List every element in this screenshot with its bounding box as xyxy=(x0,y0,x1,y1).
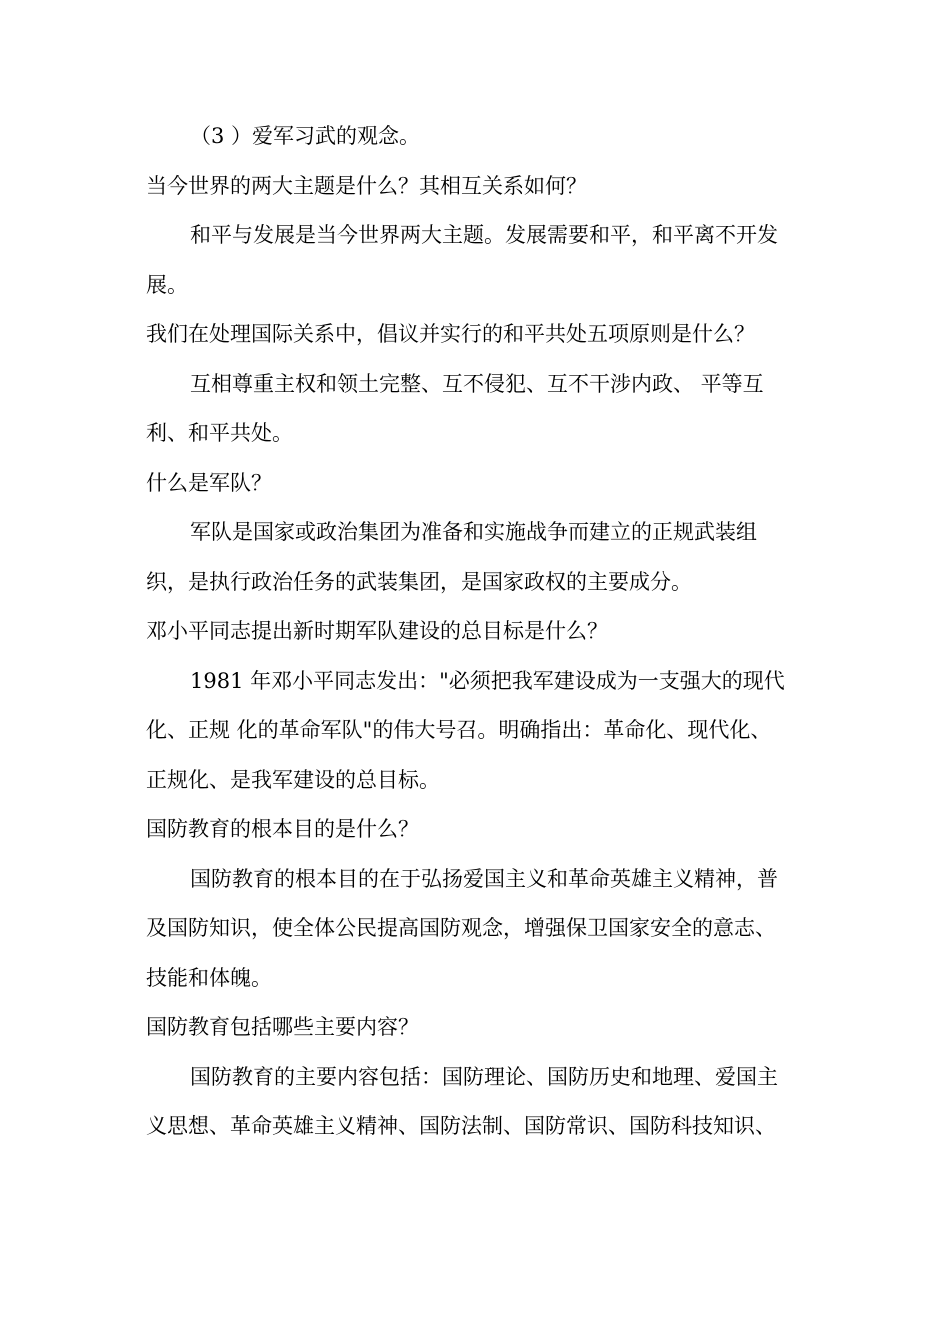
question-heading: 我们在处理国际关系中，倡议并实行的和平共处五项原则是什么？ xyxy=(146,322,755,346)
answer-paragraph-line: 利、和平共处。 xyxy=(146,421,293,445)
answer-paragraph-line: 织，是执行政治任务的武装集团，是国家政权的主要成分。 xyxy=(146,569,692,594)
question-heading: 国防教育的根本目的是什么？ xyxy=(146,817,419,841)
answer-paragraph-line: 互相尊重主权和领土完整、互不侵犯、互不干涉内政、 平等互 xyxy=(190,371,764,396)
answer-paragraph-line: 国防教育的主要内容包括：国防理论、国防历史和地理、爱国主 xyxy=(190,1064,778,1089)
list-item: （3 ）爱军习武的观念。 xyxy=(190,124,421,148)
question-heading: 国防教育包括哪些主要内容？ xyxy=(146,1015,419,1039)
answer-paragraph-line: 和平与发展是当今世界两大主题。发展需要和平，和平离不开发 xyxy=(190,223,778,247)
question-heading: 什么是军队？ xyxy=(146,470,272,495)
answer-paragraph-line: 及国防知识，使全体公民提高国防观念，增强保卫国家安全的意志、 xyxy=(146,916,776,940)
answer-paragraph-line: 正规化、是我军建设的总目标。 xyxy=(146,767,440,792)
question-heading: 邓小平同志提出新时期军队建设的总目标是什么？ xyxy=(146,619,608,643)
question-heading: 当今世界的两大主题是什么？其相互关系如何？ xyxy=(146,173,587,198)
document-body xyxy=(146,112,812,1152)
answer-paragraph-line: 军队是国家或政治集团为准备和实施战争而建立的正规武装组 xyxy=(190,520,757,544)
answer-paragraph-line: 技能和体魄。 xyxy=(146,965,272,990)
answer-paragraph-line: 义思想、革命英雄主义精神、国防法制、国防常识、国防科技知识、 xyxy=(146,1114,776,1138)
answer-paragraph-line: 1981 年邓小平同志发出："必须把我军建设成为一支强大的现代 xyxy=(190,668,785,693)
answer-paragraph-line: 国防教育的根本目的在于弘扬爱国主义和革命英雄主义精神，普 xyxy=(190,866,778,891)
answer-paragraph-line: 展。 xyxy=(146,272,188,297)
answer-paragraph-line: 化、正规 化的革命军队"的伟大号召。明确指出：革命化、现代化、 xyxy=(146,718,772,742)
